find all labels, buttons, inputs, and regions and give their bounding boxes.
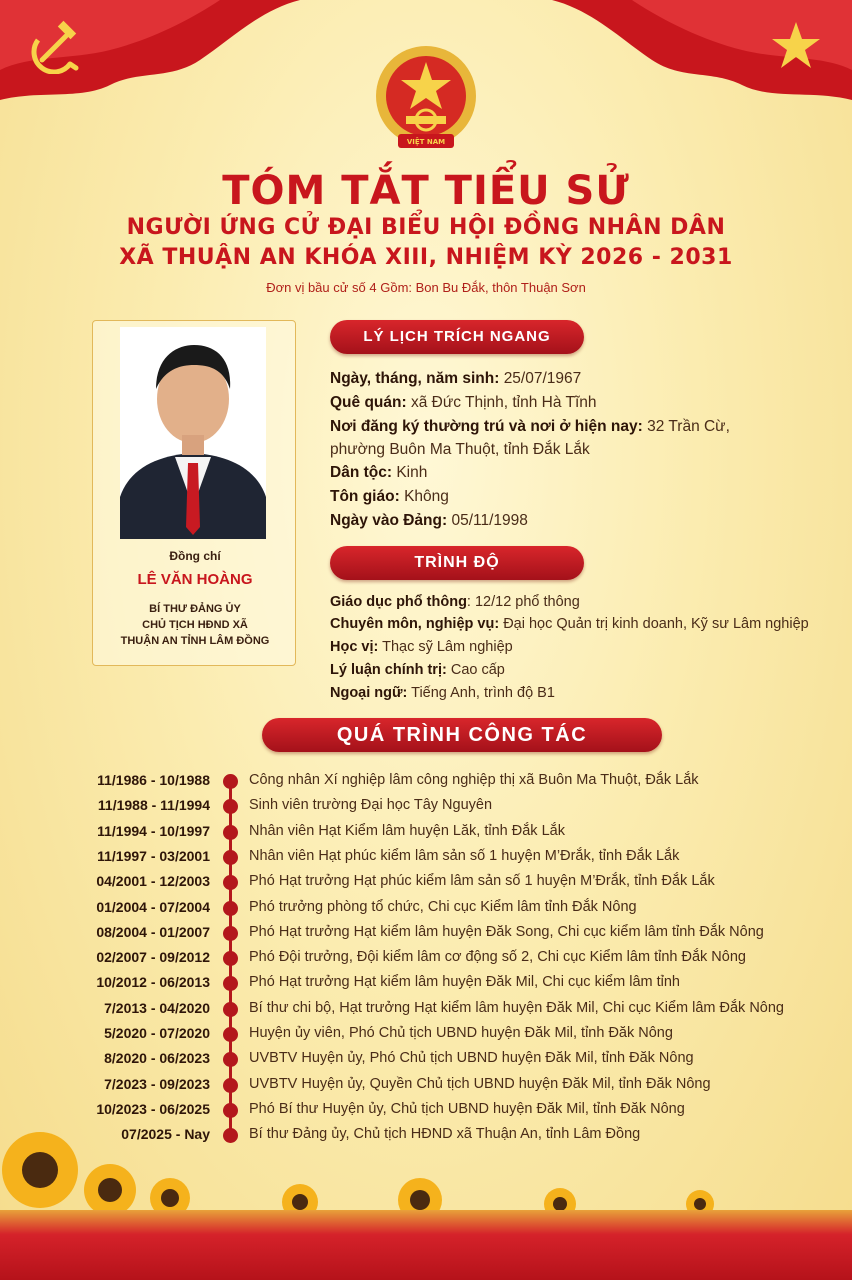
position-line-1: BÍ THƯ ĐẢNG ỦY: [149, 603, 241, 615]
timeline-dot: [223, 799, 238, 814]
career-period: 02/2007 - 09/2012: [96, 949, 210, 965]
career-period: 7/2023 - 09/2023: [104, 1076, 210, 1092]
edu-row-degree: Học vị: Thạc sỹ Lâm nghiệp: [330, 639, 513, 655]
info-row-hometown: Quê quán: xã Đức Thịnh, tỉnh Hà Tĩnh: [330, 394, 597, 411]
career-period: 8/2020 - 06/2023: [104, 1050, 210, 1066]
personal-info-heading: LÝ LỊCH TRÍCH NGANG: [330, 320, 584, 354]
timeline-dot: [223, 926, 238, 941]
info-row-ethnicity: Dân tộc: Kinh: [330, 464, 428, 481]
career-description: Phó Đội trưởng, Đội kiểm lâm cơ động số 2, Chi cục Kiểm lâm tỉnh Đắk Nông: [249, 949, 746, 965]
electoral-unit: Đơn vị bầu cử số 4 Gồm: Bon Bu Đắk, thôn Thuận Sơn: [266, 280, 586, 295]
career-period: 11/1986 - 10/1988: [97, 772, 210, 788]
person-name: LÊ VĂN HOÀNG: [137, 571, 253, 588]
position-line-3: THUẬN AN TỈNH LÂM ĐỒNG: [120, 635, 270, 647]
career-period: 08/2004 - 01/2007: [96, 924, 210, 940]
info-row-residence: Nơi đăng ký thường trú và nơi ở hiện nay: 32 Trần Cừ,: [330, 418, 730, 435]
timeline-dot: [223, 901, 238, 916]
career-period: 7/2013 - 04/2020: [104, 1000, 210, 1016]
career-description: UVBTV Huyện ủy, Quyền Chủ tịch UBND huyện Đăk Mil, tỉnh Đăk Nông: [249, 1076, 711, 1092]
person-silhouette-icon: [120, 327, 266, 539]
career-description: Phó Hạt trưởng Hạt phúc kiểm lâm sản số 1 huyện M’Đrắk, tỉnh Đắk Lắk: [249, 873, 715, 889]
career-period: 5/2020 - 07/2020: [104, 1025, 210, 1041]
timeline-dot: [223, 1002, 238, 1017]
info-row-religion: Tôn giáo: Không: [330, 488, 449, 505]
timeline-dot: [223, 1027, 238, 1042]
subtitle-line-1: NGƯỜI ỨNG CỬ ĐẠI BIỂU HỘI ĐỒNG NHÂN DÂN: [126, 215, 726, 240]
career-description: Nhân viên Hạt Kiểm lâm huyện Lăk, tỉnh Đắk Lắk: [249, 823, 565, 839]
career-description: Phó Bí thư Huyện ủy, Chủ tịch UBND huyện Đăk Mil, tỉnh Đăk Nông: [249, 1101, 685, 1117]
national-emblem-icon: [366, 38, 486, 158]
position-line-2: CHỦ TỊCH HĐND XÃ: [142, 619, 248, 631]
career-period: 10/2023 - 06/2025: [96, 1101, 210, 1117]
profile-card: [92, 320, 296, 666]
page-title: TÓM TẮT TIỂU SỬ: [222, 168, 630, 214]
subtitle-line-2: XÃ THUẬN AN KHÓA XIII, NHIỆM KỲ 2026 - 2031: [119, 245, 733, 270]
edu-row-profession: Chuyên môn, nghiệp vụ: Đại học Quản trị kinh doanh, Kỹ sư Lâm nghiệp: [330, 616, 809, 632]
career-description: Phó Hạt trưởng Hạt kiểm lâm huyện Đăk Mil, Chi cục kiểm lâm tỉnh: [249, 974, 680, 990]
info-row-party-date: Ngày vào Đảng: 05/11/1998: [330, 512, 528, 529]
timeline-dot: [223, 1052, 238, 1067]
career-heading: QUÁ TRÌNH CÔNG TÁC: [262, 718, 662, 752]
sunflowers-decoration: [0, 1110, 852, 1220]
edu-row-general: Giáo dục phổ thông: 12/12 phổ thông: [330, 594, 580, 610]
timeline-dot: [223, 850, 238, 865]
career-period: 10/2012 - 06/2013: [96, 974, 210, 990]
timeline-dot: [223, 1078, 238, 1093]
career-period: 11/1997 - 03/2001: [97, 848, 210, 864]
career-period: 11/1988 - 11/1994: [97, 797, 210, 813]
career-period: 04/2001 - 12/2003: [96, 873, 210, 889]
career-period: 11/1994 - 10/1997: [97, 823, 210, 839]
info-row-birthdate: Ngày, tháng, năm sinh: 25/07/1967: [330, 370, 582, 387]
edu-row-language: Ngoại ngữ: Tiếng Anh, trình độ B1: [330, 685, 555, 701]
timeline-dot: [223, 825, 238, 840]
edu-row-political: Lý luận chính trị: Cao cấp: [330, 662, 505, 678]
portrait-photo: [120, 327, 266, 539]
timeline-dot: [223, 976, 238, 991]
timeline-dot: [223, 774, 238, 789]
timeline-dot: [223, 951, 238, 966]
hammer-sickle-icon: [28, 18, 84, 74]
bottom-red-band: [0, 1210, 852, 1280]
career-description: Phó trưởng phòng tổ chức, Chi cục Kiểm lâm tỉnh Đắk Nông: [249, 899, 637, 915]
career-description: Bí thư chi bộ, Hạt trưởng Hạt kiểm lâm huyện Đăk Mil, Chi cục Kiểm lâm Đắk Nông: [249, 1000, 784, 1016]
comrade-label: Đồng chí: [169, 549, 221, 563]
career-description: Bí thư Đảng ủy, Chủ tịch HĐND xã Thuận An, tỉnh Lâm Đồng: [249, 1126, 641, 1142]
career-period: 07/2025 - Nay: [121, 1126, 210, 1142]
career-description: Phó Hạt trưởng Hạt kiểm lâm huyện Đăk Song, Chi cục kiểm lâm tỉnh Đắk Nông: [249, 924, 764, 940]
career-description: Sinh viên trường Đại học Tây Nguyên: [249, 797, 493, 813]
info-row-residence-cont: phường Buôn Ma Thuột, tỉnh Đắk Lắk: [330, 441, 590, 458]
emblem-text: VIỆT NAM: [406, 138, 446, 146]
career-description: Nhân viên Hạt phúc kiểm lâm sản số 1 huyện M’Đrắk, tỉnh Đắk Lắk: [249, 848, 680, 864]
career-period: 01/2004 - 07/2004: [96, 899, 210, 915]
career-description: Huyện ủy viên, Phó Chủ tịch UBND huyện Đăk Mil, tỉnh Đăk Nông: [249, 1025, 673, 1041]
career-description: Công nhân Xí nghiệp lâm công nghiệp thị xã Buôn Ma Thuột, Đắk Lắk: [249, 772, 699, 788]
timeline-dot: [223, 875, 238, 890]
education-heading: TRÌNH ĐỘ: [330, 546, 584, 580]
gold-star-icon: [768, 18, 824, 74]
career-description: UVBTV Huyện ủy, Phó Chủ tịch UBND huyện Đăk Mil, tỉnh Đăk Nông: [249, 1050, 694, 1066]
